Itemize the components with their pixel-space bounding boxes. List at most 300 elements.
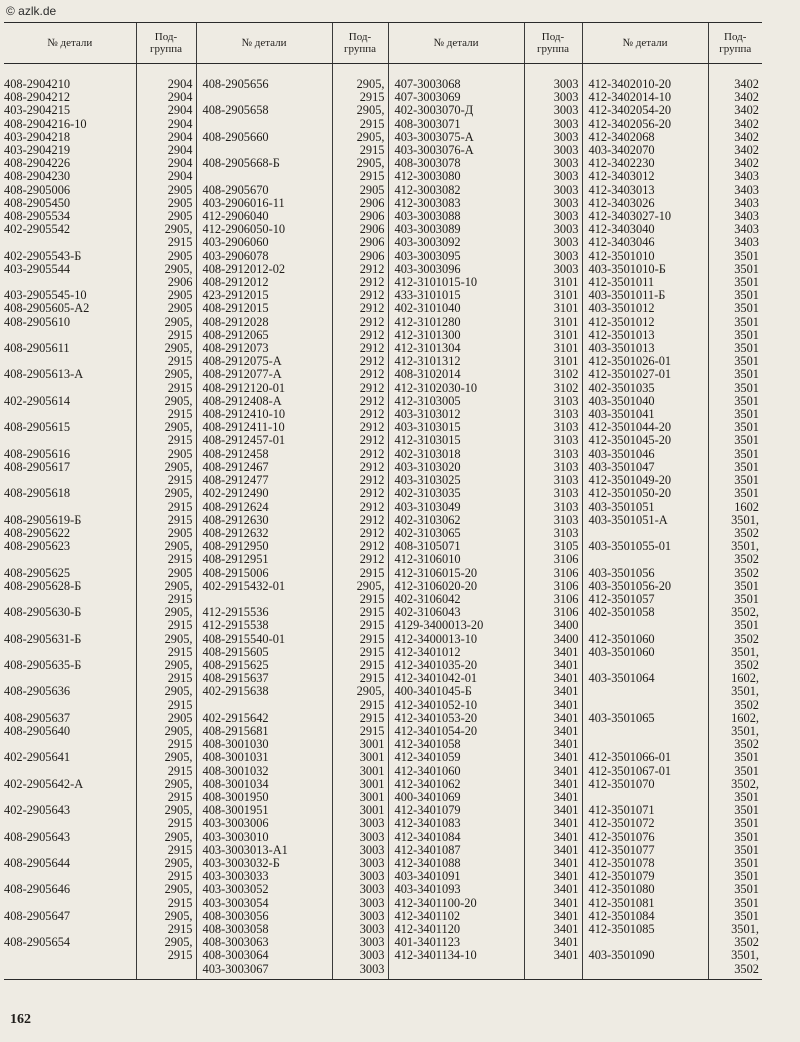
group-cell: 2905, — [332, 580, 388, 593]
group-cell: 3501 — [708, 593, 762, 606]
part-number-cell: 403-2906016-11 — [196, 197, 332, 210]
group-cell: 2904 — [136, 118, 196, 131]
table-row — [4, 844, 762, 857]
table-row — [4, 765, 762, 778]
group-cell: 3501 — [708, 382, 762, 395]
part-number-cell: 412-3402010-20 — [582, 64, 708, 92]
part-number-cell: 408-2905644 — [4, 856, 71, 870]
table-row — [4, 540, 762, 553]
part-number-cell — [4, 236, 136, 249]
table-row — [4, 289, 762, 302]
column-header-group — [136, 23, 196, 64]
group-cell: 2915 — [332, 699, 388, 712]
group-cell: 3402 — [708, 91, 762, 104]
group-cell: 2905 — [136, 250, 196, 263]
part-number-cell: 403-2906078 — [196, 250, 332, 263]
part-number-cell — [4, 699, 136, 712]
table-row — [4, 382, 762, 395]
part-number-cell: 402-2912490 — [196, 487, 332, 500]
group-cell: 3502 — [708, 738, 762, 751]
group-cell: 3103 — [524, 501, 582, 514]
part-number-cell: 412-3501081 — [582, 897, 708, 910]
group-cell: 3501 — [708, 329, 762, 342]
table-row — [4, 316, 762, 329]
group-cell: 3103 — [524, 434, 582, 447]
group-cell: 3403 — [708, 170, 762, 183]
group-cell: 2905, — [136, 606, 196, 619]
group-cell: 3106 — [524, 580, 582, 593]
table-row — [4, 659, 762, 672]
part-number-cell — [582, 725, 708, 738]
group-cell: 2906 — [332, 250, 388, 263]
part-number-cell: 408-2915625 — [196, 659, 332, 672]
group-cell: 3101 — [524, 276, 582, 289]
group-cell: 3003 — [524, 104, 582, 117]
group-cell: 2915 — [136, 699, 196, 712]
group-cell: 3402 — [708, 131, 762, 144]
group-cell: 2915 — [332, 672, 388, 685]
group-cell: 3501 — [708, 421, 762, 434]
part-number-cell: 402-2905543-Б — [4, 249, 82, 263]
part-number-cell: 408-2905660 — [196, 131, 332, 144]
part-number-cell: 408-2912028 — [196, 316, 332, 329]
part-number-cell: 412-3401058 — [388, 738, 524, 751]
group-cell: 2912 — [332, 487, 388, 500]
part-number-cell: 400-3401045-Б — [388, 685, 524, 698]
column-header-group-line1: Под- — [541, 31, 565, 43]
table-row — [4, 276, 762, 289]
group-cell: 2904 — [136, 104, 196, 117]
group-cell: 2905, — [136, 910, 196, 923]
group-cell: 3401 — [524, 699, 582, 712]
table-row — [4, 936, 762, 949]
group-cell: 2905, — [136, 487, 196, 500]
part-number-cell: 402-2905641 — [4, 751, 71, 765]
group-cell: 3103 — [524, 395, 582, 408]
part-number-cell: 408-2912075-А — [196, 355, 332, 368]
part-number-cell — [582, 791, 708, 804]
part-number-cell — [4, 474, 136, 487]
part-number-cell: 408-2912951 — [196, 553, 332, 566]
table-row — [4, 804, 762, 817]
group-cell: 2905, — [136, 883, 196, 896]
group-cell: 3401 — [524, 844, 582, 857]
part-number-cell: 403-3501060 — [582, 646, 708, 659]
group-cell: 2906 — [136, 276, 196, 289]
group-cell: 3401 — [524, 910, 582, 923]
group-cell: 3502 — [708, 527, 762, 540]
part-number-cell: 412-3101015-10 — [388, 276, 524, 289]
group-cell: 3103 — [524, 408, 582, 421]
group-cell: 3501 — [708, 263, 762, 276]
part-number-cell — [582, 738, 708, 751]
group-cell: 3501 — [708, 791, 762, 804]
group-cell: 2912 — [332, 474, 388, 487]
part-number-cell: 412-3003083 — [388, 197, 524, 210]
part-number-cell: 412-3402068 — [582, 131, 708, 144]
group-cell: 3003 — [332, 844, 388, 857]
column-header-part: № детали — [196, 23, 332, 64]
group-cell: 2905, — [136, 580, 196, 593]
part-number-cell: 408-2905647 — [4, 909, 71, 923]
column-header-group-line2: группа — [536, 43, 570, 55]
part-number-cell: 408-2912120-01 — [196, 382, 332, 395]
group-cell: 3501, — [708, 923, 762, 936]
group-cell: 2905, — [136, 685, 196, 698]
part-number-cell — [582, 936, 708, 949]
part-number-cell: 408-2912624 — [196, 501, 332, 514]
group-cell: 1602, — [708, 712, 762, 725]
part-number-cell: 402-2915432-01 — [196, 580, 332, 593]
part-number-cell: 408-2905635-Б — [4, 658, 82, 672]
group-cell: 3003 — [524, 131, 582, 144]
part-number-cell: 403-3501090 — [582, 949, 708, 962]
part-number-cell: 402-2915642 — [196, 712, 332, 725]
part-number-cell — [196, 170, 332, 183]
part-number-cell: 412-3403027-10 — [582, 210, 708, 223]
part-number-cell: 403-3003010 — [196, 831, 332, 844]
group-cell: 3501 — [708, 831, 762, 844]
part-number-cell: 400-3401069 — [388, 791, 524, 804]
part-number-cell: 408-2915006 — [196, 567, 332, 580]
group-cell: 3403 — [708, 236, 762, 249]
part-number-cell: 408-2905610 — [4, 315, 71, 329]
part-number-cell: 412-3501079 — [582, 870, 708, 883]
part-number-cell — [4, 355, 136, 368]
part-number-cell: 412-3401102 — [388, 910, 524, 923]
group-cell: 3401 — [524, 659, 582, 672]
part-number-cell: 403-2905545-10 — [4, 289, 87, 303]
group-cell: 2905 — [136, 289, 196, 302]
part-number-cell: 403-3401091 — [388, 870, 524, 883]
group-cell: 2912 — [332, 553, 388, 566]
group-cell: 2905, — [136, 421, 196, 434]
table-row — [4, 421, 762, 434]
group-cell: 3401 — [524, 791, 582, 804]
group-cell: 3401 — [524, 897, 582, 910]
group-cell: 2915 — [136, 514, 196, 527]
group-cell: 2905, — [136, 725, 196, 738]
part-number-cell: 408-2905613-А — [4, 368, 84, 382]
part-number-cell: 408-3003063 — [196, 936, 332, 949]
part-number-cell — [196, 91, 332, 104]
group-cell: 3105 — [524, 540, 582, 553]
part-number-cell — [196, 118, 332, 131]
part-number-cell: 403-2906060 — [196, 236, 332, 249]
group-cell: 3401 — [524, 923, 582, 936]
part-number-cell: 408-2905615 — [4, 421, 71, 435]
part-number-cell: 408-2905656 — [196, 64, 332, 92]
group-cell: 3003 — [332, 831, 388, 844]
part-number-cell — [4, 553, 136, 566]
group-cell: 2915 — [136, 817, 196, 830]
group-cell: 2912 — [332, 276, 388, 289]
group-cell: 2912 — [332, 527, 388, 540]
part-number-cell: 408-2905619-Б — [4, 513, 82, 527]
part-number-cell — [4, 963, 136, 980]
part-number-cell: 403-3003089 — [388, 223, 524, 236]
part-number-cell: 408-2912411-10 — [196, 421, 332, 434]
part-number-cell — [4, 382, 136, 395]
part-number-cell: 408-2904216-10 — [4, 117, 87, 131]
column-header-group — [708, 23, 762, 64]
group-cell: 3502 — [708, 936, 762, 949]
group-cell: 3502 — [708, 659, 762, 672]
group-cell: 3501 — [708, 474, 762, 487]
group-cell: 3501 — [708, 765, 762, 778]
table-row — [4, 738, 762, 751]
part-number-cell: 412-3401012 — [388, 646, 524, 659]
part-number-cell: 412-3501044-20 — [582, 421, 708, 434]
group-cell: 2915 — [332, 633, 388, 646]
part-number-cell: 412-3501060 — [582, 633, 708, 646]
part-number-cell: 412-3103005 — [388, 395, 524, 408]
part-number-cell: 412-3103015 — [388, 434, 524, 447]
part-number-cell: 412-3403046 — [582, 236, 708, 249]
part-number-cell: 408-2905625 — [4, 566, 71, 580]
group-cell: 3401 — [524, 646, 582, 659]
part-number-cell: 408-2905670 — [196, 184, 332, 197]
group-cell: 3003 — [332, 910, 388, 923]
table-row — [4, 923, 762, 936]
part-number-cell: 412-3501078 — [582, 857, 708, 870]
part-number-cell: 412-3402014-10 — [582, 91, 708, 104]
table-row — [4, 883, 762, 896]
group-cell: 3003 — [524, 210, 582, 223]
group-cell: 2905, — [332, 104, 388, 117]
group-cell: 2905 — [136, 712, 196, 725]
part-number-cell: 403-2904218 — [4, 130, 71, 144]
part-number-cell — [4, 672, 136, 685]
part-number-cell: 412-3501012 — [582, 316, 708, 329]
group-cell: 2904 — [136, 91, 196, 104]
table-row — [4, 831, 762, 844]
part-number-cell: 408-3001950 — [196, 791, 332, 804]
table-row — [4, 817, 762, 830]
part-number-cell: 4129-3400013-20 — [388, 619, 524, 632]
part-number-cell — [4, 593, 136, 606]
table-row — [4, 223, 762, 236]
table-row — [4, 751, 762, 764]
group-cell: 2915 — [136, 408, 196, 421]
group-cell: 3003 — [524, 236, 582, 249]
group-cell: 3401 — [524, 817, 582, 830]
part-number-cell: 408-2912073 — [196, 342, 332, 355]
group-cell: 2912 — [332, 289, 388, 302]
group-cell: 3401 — [524, 831, 582, 844]
part-number-cell: 403-3103025 — [388, 474, 524, 487]
part-number-cell: 407-3003069 — [388, 91, 524, 104]
table-row — [4, 553, 762, 566]
part-number-cell: 412-3401100-20 — [388, 897, 524, 910]
part-number-cell: 412-3501076 — [582, 831, 708, 844]
part-number-cell: 402-2905542 — [4, 223, 71, 237]
group-cell: 3501 — [708, 316, 762, 329]
part-number-cell: 408-2912065 — [196, 329, 332, 342]
group-cell: 3003 — [524, 91, 582, 104]
group-cell: 3501 — [708, 844, 762, 857]
part-number-cell: 412-3501071 — [582, 804, 708, 817]
part-number-cell: 408-3001034 — [196, 778, 332, 791]
group-cell: 2915 — [136, 923, 196, 936]
table-row — [4, 118, 762, 131]
part-number-cell: 412-3403040 — [582, 223, 708, 236]
group-cell: 2912 — [332, 540, 388, 553]
group-cell: 2912 — [332, 514, 388, 527]
part-number-cell: 408-2912477 — [196, 474, 332, 487]
table-row — [4, 461, 762, 474]
table-row — [4, 434, 762, 447]
group-cell: 2915 — [136, 765, 196, 778]
table-row — [4, 672, 762, 685]
group-cell: 3501 — [708, 897, 762, 910]
group-cell: 3003 — [524, 64, 582, 92]
table-row — [4, 963, 762, 980]
part-number-cell: 403-3501064 — [582, 672, 708, 685]
part-number-cell: 412-3101304 — [388, 342, 524, 355]
group-cell: 3106 — [524, 606, 582, 619]
table-row — [4, 910, 762, 923]
group-cell: 2915 — [136, 474, 196, 487]
part-number-cell: 408-3003058 — [196, 923, 332, 936]
part-number-cell: 412-3501067-01 — [582, 765, 708, 778]
part-number-cell: 403-3003032-Б — [196, 857, 332, 870]
part-number-cell: 408-2905618 — [4, 487, 71, 501]
part-number-cell: 412-3401134-10 — [388, 949, 524, 962]
group-cell: 3501 — [708, 289, 762, 302]
part-number-cell: 402-3103018 — [388, 448, 524, 461]
group-cell: 2915 — [136, 646, 196, 659]
group-cell: 3003 — [332, 817, 388, 830]
table-row — [4, 606, 762, 619]
group-cell: 3001 — [332, 804, 388, 817]
group-cell: 2912 — [332, 434, 388, 447]
part-number-cell: 412-3403026 — [582, 197, 708, 210]
group-cell: 3003 — [524, 197, 582, 210]
part-number-cell: 412-3501050-20 — [582, 487, 708, 500]
part-number-cell: 403-3003096 — [388, 263, 524, 276]
group-cell: 2906 — [332, 236, 388, 249]
group-cell: 2905, — [136, 857, 196, 870]
part-number-cell: 403-3103049 — [388, 501, 524, 514]
part-number-cell: 412-3401084 — [388, 831, 524, 844]
table-row — [4, 897, 762, 910]
part-number-cell: 403-3501046 — [582, 448, 708, 461]
group-cell: 2905, — [136, 831, 196, 844]
part-number-cell: 412-3401059 — [388, 751, 524, 764]
part-number-cell: 401-3401123 — [388, 936, 524, 949]
group-cell: 3101 — [524, 329, 582, 342]
part-number-cell: 402-3003070-Д — [388, 104, 524, 117]
part-number-cell — [4, 501, 136, 514]
column-header-group-line2: группа — [149, 43, 183, 55]
group-cell: 2915 — [332, 593, 388, 606]
part-number-cell: 412-3501066-01 — [582, 751, 708, 764]
group-cell: 2915 — [136, 791, 196, 804]
group-cell: 3106 — [524, 593, 582, 606]
part-number-cell: 408-2912457-01 — [196, 434, 332, 447]
part-number-cell: 408-2912630 — [196, 514, 332, 527]
part-number-cell: 412-3003082 — [388, 184, 524, 197]
part-number-cell: 402-3501058 — [582, 606, 708, 619]
group-cell: 3103 — [524, 527, 582, 540]
part-number-cell: 412-3402054-20 — [582, 104, 708, 117]
part-number-cell — [4, 646, 136, 659]
part-number-cell: 412-3401088 — [388, 857, 524, 870]
part-number-cell — [4, 923, 136, 936]
group-cell: 3103 — [524, 514, 582, 527]
group-cell: 2905, — [136, 778, 196, 791]
part-number-cell — [4, 738, 136, 751]
part-number-cell: 403-3003033 — [196, 870, 332, 883]
part-number-cell: 402-2915638 — [196, 685, 332, 698]
group-cell: 2905 — [136, 527, 196, 540]
part-number-cell: 408-2915637 — [196, 672, 332, 685]
group-cell: 2905 — [136, 184, 196, 197]
part-number-cell — [388, 963, 524, 980]
part-number-cell: 412-3402230 — [582, 157, 708, 170]
part-number-cell: 408-2912077-А — [196, 368, 332, 381]
part-number-cell: 408-2905630-Б — [4, 606, 82, 620]
group-cell: 3003 — [524, 223, 582, 236]
group-cell: 3501 — [708, 751, 762, 764]
table-row — [4, 857, 762, 870]
group-cell: 2915 — [136, 844, 196, 857]
part-number-cell: 412-3501057 — [582, 593, 708, 606]
table-row — [4, 236, 762, 249]
part-number-cell: 403-3003013-А1 — [196, 844, 332, 857]
group-cell: 3401 — [524, 751, 582, 764]
part-number-cell: 403-2904219 — [4, 144, 71, 158]
part-number-cell: 408-2912012 — [196, 276, 332, 289]
part-number-cell: 408-3001031 — [196, 751, 332, 764]
group-cell: 2905, — [136, 540, 196, 553]
group-cell: 2915 — [136, 870, 196, 883]
group-cell: 3401 — [524, 936, 582, 949]
group-cell: 3501 — [708, 395, 762, 408]
group-cell: 2905 — [136, 302, 196, 315]
group-cell: 2912 — [332, 316, 388, 329]
part-number-cell: 408-2905534 — [4, 210, 71, 224]
part-number-cell: 408-2912950 — [196, 540, 332, 553]
table-row — [4, 184, 762, 197]
table-row — [4, 949, 762, 962]
part-number-cell — [4, 329, 136, 342]
table-row — [4, 646, 762, 659]
part-number-cell: 412-3401083 — [388, 817, 524, 830]
part-number-cell: 412-3501072 — [582, 817, 708, 830]
group-cell: 2912 — [332, 408, 388, 421]
group-cell: 3401 — [524, 804, 582, 817]
group-cell: 2915 — [332, 619, 388, 632]
group-cell: 2912 — [332, 501, 388, 514]
part-number-cell: 408-2904210 — [4, 77, 71, 91]
group-cell: 3502 — [708, 553, 762, 566]
part-number-cell: 412-3501011 — [582, 276, 708, 289]
part-number-cell: 412-2906040 — [196, 210, 332, 223]
group-cell: 3003 — [332, 857, 388, 870]
group-cell: 2915 — [136, 329, 196, 342]
part-number-cell: 403-3003092 — [388, 236, 524, 249]
part-number-cell: 408-2905658 — [196, 104, 332, 117]
part-number-cell: 412-3101280 — [388, 316, 524, 329]
part-number-cell: 402-2905614 — [4, 394, 71, 408]
part-number-cell: 412-3403013 — [582, 184, 708, 197]
part-number-cell: 408-3001032 — [196, 765, 332, 778]
group-cell: 2905, — [136, 751, 196, 764]
group-cell: 3501 — [708, 857, 762, 870]
table-row — [4, 342, 762, 355]
